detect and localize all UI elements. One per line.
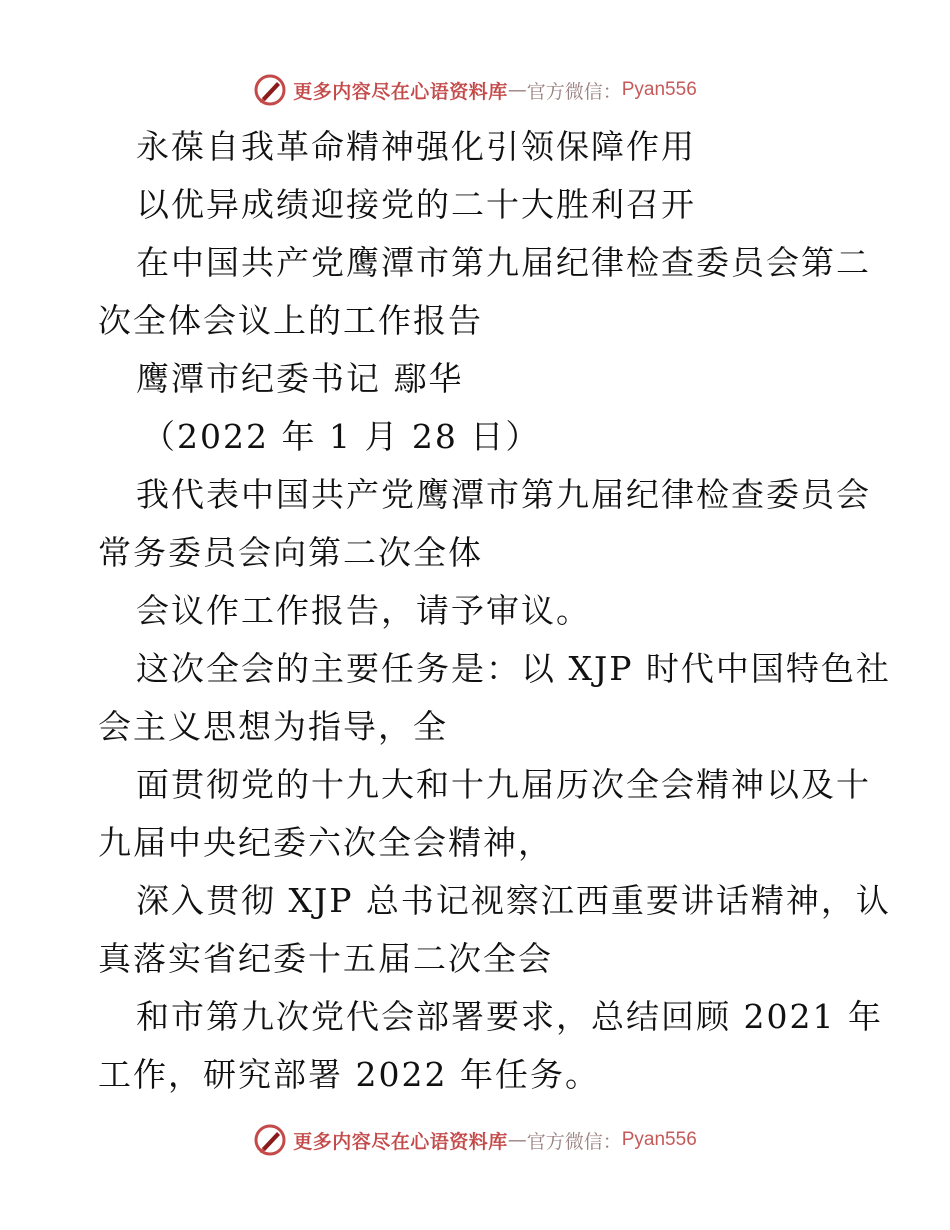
subtitle-line-1: 在中国共产党鹰潭市第九届纪律检查委员会第二	[136, 243, 871, 282]
paragraph-line: 工作，研究部署 2022 年任务。	[98, 1055, 600, 1094]
date-line: （2022 年 1 月 28 日）	[142, 417, 541, 456]
paragraph-line: 和市第九次党代会部署要求，总结回顾 2021 年	[136, 997, 883, 1036]
banner-dash: —	[507, 79, 527, 101]
banner-slogan: 更多内容尽在心语资料库	[293, 80, 508, 103]
pen-logo-icon	[253, 1123, 287, 1157]
paragraph-line: 会议作工作报告，请予审议。	[136, 591, 591, 630]
banner-wechat-label: 官方微信：	[526, 1130, 622, 1153]
banner-wechat-id: Pyan556	[621, 79, 697, 100]
banner-slogan: 更多内容尽在心语资料库	[293, 1130, 508, 1153]
banner-dash: —	[507, 1129, 527, 1151]
paragraph-line: 我代表中国共产党鹰潭市第九届纪律检查委员会	[136, 475, 871, 514]
banner-wechat-id: Pyan556	[621, 1129, 697, 1150]
footer-banner	[0, 1120, 950, 1160]
paragraph-line: 深入贯彻 XJP 总书记视察江西重要讲话精神，认	[136, 881, 891, 920]
title-line-2: 以优异成绩迎接党的二十大胜利召开	[136, 185, 696, 224]
pen-logo-icon	[253, 73, 287, 107]
header-banner	[0, 70, 950, 110]
paragraph-line: 九届中央纪委六次全会精神，	[98, 823, 553, 862]
document-body	[98, 118, 891, 1104]
paragraph-line: 真落实省纪委十五届二次全会	[98, 939, 553, 978]
author-line: 鹰潭市纪委书记 鄢华	[136, 359, 464, 398]
subtitle-line-2: 次全体会议上的工作报告	[98, 301, 483, 340]
paragraph-line: 常务委员会向第二次全体	[98, 533, 483, 572]
title-line-1: 永葆自我革命精神强化引领保障作用	[136, 127, 696, 166]
paragraph-line: 面贯彻党的十九大和十九届历次全会精神以及十	[136, 765, 871, 804]
banner-wechat-label: 官方微信：	[526, 80, 622, 103]
paragraph-line: 会主义思想为指导，全	[98, 707, 448, 746]
paragraph-line: 这次全会的主要任务是：以 XJP 时代中国特色社	[136, 649, 891, 688]
